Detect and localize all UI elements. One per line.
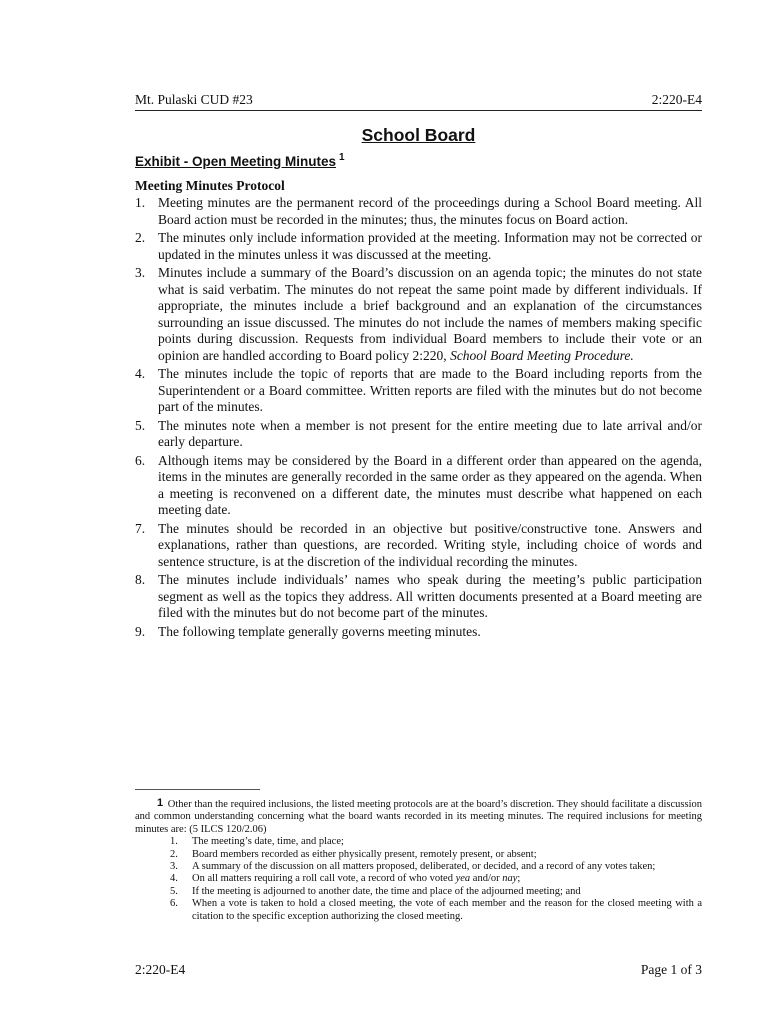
protocol-list xyxy=(135,195,702,642)
footnote-item-number: 2. xyxy=(170,848,178,860)
footnote-reference: 1 xyxy=(339,152,345,163)
list-item xyxy=(135,265,702,364)
list-item-number: 9. xyxy=(135,623,146,639)
list-item-number: 1. xyxy=(135,195,146,210)
footnote-item-number: 1. xyxy=(170,836,178,848)
list-item-text: Minutes include a summary of the Board’s discussion on an agenda topic; the minutes do not state what is said verbatim. The minutes do not repeat the same point made by different individuals. If appropriate, the minutes include a brief background and an explanation of the circumstances surrounding an issue discussed. The minutes do not include the names of members making specific points during discussion. Requests from individual Board members to include their vote or an opinion are handled according to Board policy 2:220, xyxy=(158,265,702,363)
list-item-number: 7. xyxy=(135,520,146,536)
footnote-item xyxy=(135,873,702,885)
section-heading: Meeting Minutes Protocol xyxy=(135,178,285,193)
footer-policy-number: 2:220-E4 xyxy=(135,962,186,977)
list-item-text: The minutes note when a member is not present for the entire meeting due to late arrival and/or early departure. xyxy=(158,417,702,449)
list-item-number: 8. xyxy=(135,572,146,587)
list-item-text: Although items may be considered by the Board in a different order than appeared on the agenda, items in the minutes are generally recorded in the same order as they appeared on the agenda. When a meeting is reconvened on a different date, the minutes must describe what happened on each meeting date. xyxy=(158,452,702,517)
footnote-mark: 1 xyxy=(157,797,164,809)
list-item-number: 4. xyxy=(135,366,146,381)
footnote-intro xyxy=(135,797,702,836)
footnote-item-text-tail: ; xyxy=(517,873,521,885)
list-item-number: 3. xyxy=(135,265,146,280)
footnote-item-text-mid: and/or xyxy=(470,873,503,885)
header-policy-number: 2:220-E4 xyxy=(651,92,702,107)
list-item-number: 6. xyxy=(135,452,146,468)
list-item-number: 5. xyxy=(135,417,146,433)
list-item-text: The following template generally governs meeting minutes. xyxy=(158,623,481,639)
footnote-item-number: 6. xyxy=(170,898,178,910)
page-title: School Board xyxy=(361,125,476,145)
list-item xyxy=(135,195,702,228)
list-item xyxy=(135,230,702,263)
footnote-item-italic: nay xyxy=(502,873,518,885)
footnote-list xyxy=(135,836,702,923)
footnote-item-text: When a vote is taken to hold a closed meeting, the vote of each member and the reason for the closed meeting with a citation to the specific exception authorizing the closed meeting. xyxy=(192,898,702,922)
list-item-italic: School Board Meeting Procedure. xyxy=(450,347,634,363)
list-item-text: The minutes should be recorded in an objective but positive/constructive tone. Answers and explanations, rather than questions, are recorded. Writing style, including choice of words and sentence structure, is at the discretion of the individual recording the minutes. xyxy=(158,520,702,569)
exhibit-title xyxy=(135,152,345,169)
footnote-item-number: 5. xyxy=(170,885,178,897)
page-footer xyxy=(135,962,702,978)
footnote-item xyxy=(135,886,702,898)
footnote-item-number: 4. xyxy=(170,873,178,885)
footnote-item-text: If the meeting is adjourned to another date, the time and place of the adjourned meeting; and xyxy=(192,885,581,897)
list-item xyxy=(135,572,702,622)
footnote xyxy=(135,797,702,923)
footer-page-number: Page 1 of 3 xyxy=(640,962,702,977)
footnote-divider xyxy=(135,789,260,790)
footnote-intro-text: Other than the required inclusions, the listed meeting protocols are at the board’s discretion. They should facilitate a discussion and common understanding concerning what the board wants recorded in its meeting minutes. The required inclusions for meeting minutes are: (5 ILCS 120/2.06) xyxy=(135,799,702,835)
footnote-item-italic: yea xyxy=(455,873,471,885)
page-header xyxy=(135,92,702,111)
list-item-text: Meeting minutes are the permanent record of the proceedings during a School Board meeting. All Board action must be recorded in the minutes; thus, the minutes focus on Board action. xyxy=(158,195,702,227)
list-item xyxy=(135,453,702,519)
footnote-item xyxy=(135,849,702,861)
list-item-number: 2. xyxy=(135,230,146,245)
list-item-text: The minutes include individuals’ names who speak during the meeting’s public participation segment as well as the topics they address. All written documents presented at a Board meeting are filed with the minutes but do not become part of the minutes. xyxy=(158,572,702,620)
header-district: Mt. Pulaski CUD #23 xyxy=(135,92,253,107)
list-item-text: The minutes include the topic of reports that are made to the Board including reports from the Superintendent or a Board committee. Written reports are filed with the minutes but do not become part of the minutes. xyxy=(158,366,702,414)
footnote-item xyxy=(135,898,702,923)
footnote-item-text: Board members recorded as either physically present, remotely present, or absent; xyxy=(192,848,537,860)
footnote-item-number: 3. xyxy=(170,861,178,873)
footnote-item xyxy=(135,836,702,848)
list-item xyxy=(135,418,702,451)
list-item xyxy=(135,366,702,416)
list-item xyxy=(135,624,702,641)
footnote-item-text: A summary of the discussion on all matters proposed, deliberated, or decided, and a record of any votes taken; xyxy=(192,861,656,873)
list-item-text: The minutes only include information provided at the meeting. Information may not be corrected or updated in the minutes unless it was discussed at the meeting. xyxy=(158,230,702,262)
exhibit-title-text: Exhibit - Open Meeting Minutes xyxy=(135,154,337,169)
footnote-item-text: On all matters requiring a roll call vote, a record of who voted xyxy=(192,873,456,885)
footnote-item-text: The meeting’s date, time, and place; xyxy=(192,836,344,848)
footnote-item xyxy=(135,861,702,873)
list-item xyxy=(135,521,702,571)
